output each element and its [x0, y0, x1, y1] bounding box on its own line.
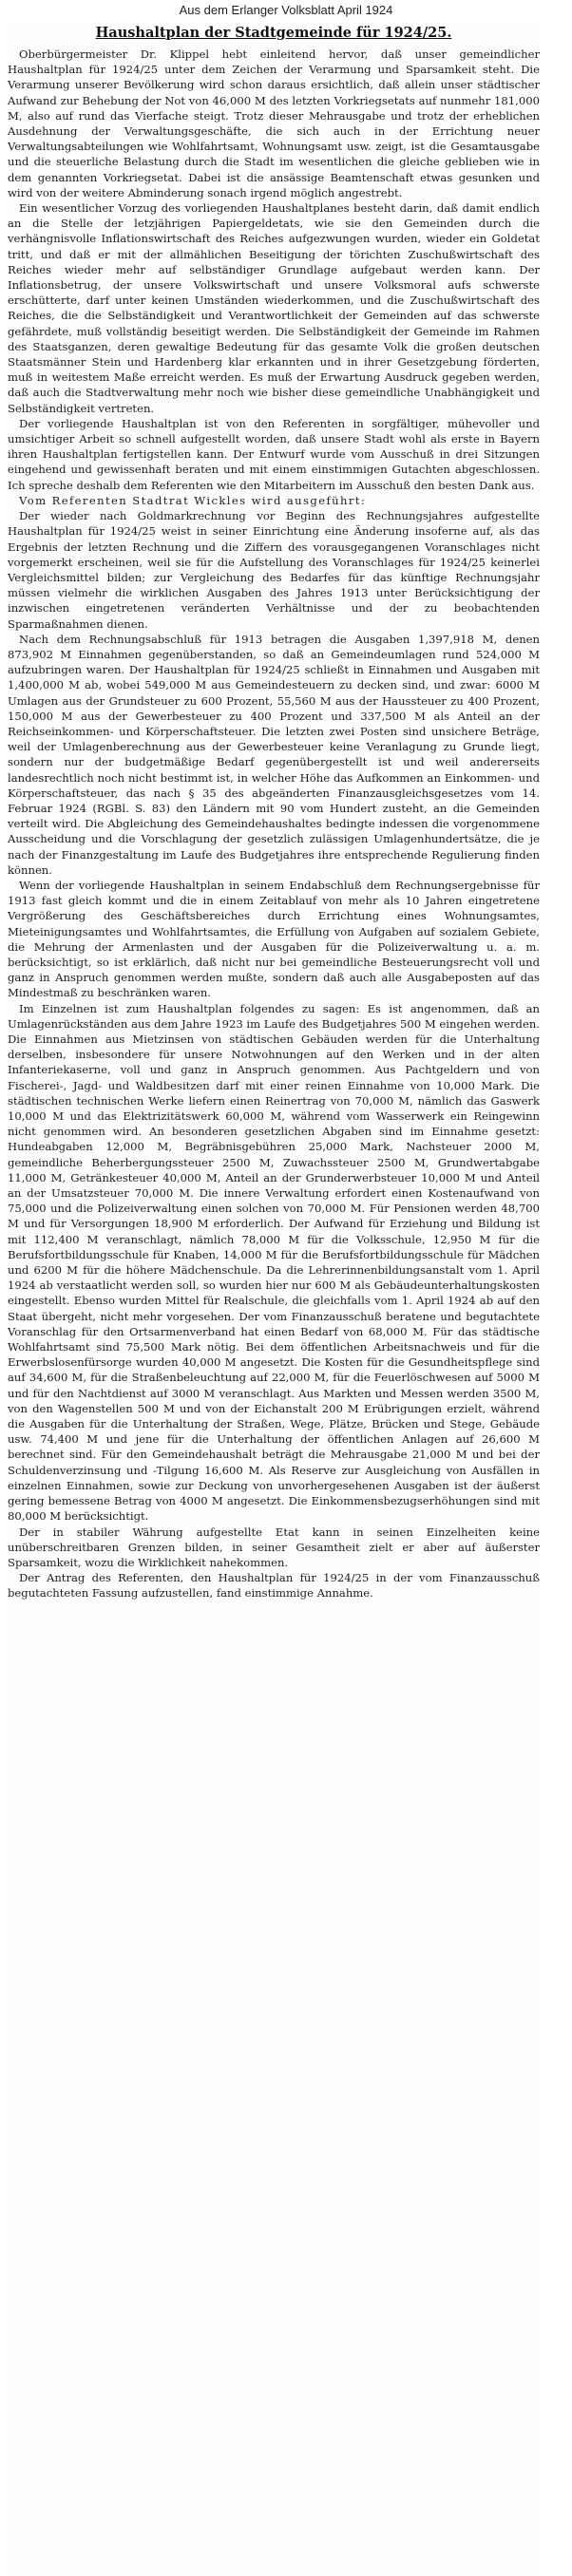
- article-paragraph: Oberbürgermeister Dr. Klippel hebt einleitend hervor, daß unser gemeindlicher Haushaltplan für 1924/25 unter dem Zeichen der Verarmung und Sparsamkeit steht. Die Verarmung unserer Bevölkerung wird schon daraus ersichtlich, daß allein unser städtischer Aufwand zur Behebung der Not von 46,000 M des letzten Vorkriegsetats auf nunmehr 181,000 M, also auf rund das Vierfache steigt. Trotz dieser Mehrausgabe und trotz der erheblichen Ausdehnung der Verwaltungsgeschäfte, die sich auch in der Errichtung neuer Verwaltungsabteilungen wie Wohlfahrtsamt, Wohnungsamt usw. zeigt, ist die Gesamtausgabe und die steuerliche Belastung durch die Stadt im wesentlichen die gleiche geblieben wie in dem genannten Vorkriegsetat. Dabei ist die ansässige Beamtenschaft etwas gesunken und wird von der weitere Abminderung sonach irgend möglich angestrebt.: [8, 47, 540, 199]
- article-paragraph: Der wieder nach Goldmarkrechnung vor Beginn des Rechnungsjahres aufgestellte Haushaltplan für 1924/25 weist in seiner Einrichtung eine Änderung insoferne auf, als das Ergebnis der letzten Rechnung und die Ziffern des vorausgegangenen Voranschlages nicht vorgemerkt erscheinen, weil sie für die Aufstellung des Voranschlages für 1924/25 keinerlei Vergleichsmittel bilden; zur Vergleichung des Bedarfes für das künftige Rechnungsjahr müssen vielmehr die wirklichen Ausgaben des Jahres 1913 unter Berücksichtigung der inzwischen eingetretenen veränderten Verhältnisse und der zu beobachtenden Sparmaßnahmen dienen.: [8, 509, 540, 631]
- article-paragraph: Ein wesentlicher Vorzug des vorliegenden Haushaltplanes besteht darin, daß damit endlich an die Stelle der letzjährigen Papiergeldetats, wie sie den Gemeinden durch die verhängnisvolle Inflationswirtschaft des Reiches aufgezwungen wurden, wieder ein Goldetat tritt, und daß er mit der allmählichen Beseitigung der törichten Zuschußwirtschaft des Reiches wieder mehr auf selbständiger Grundlage aufgebaut werden kann. Der Inflationsbetrug, der unsere Volkswirtschaft und unsere Volksmoral aufs schwerste erschütterte, darf unter keinen Umständen wiederkommen, und die Zuschußwirtschaft des Reiches, die die Selbständigkeit und Verantwortlichkeit der Gemeinden auf das schwerste gefährdete, muß vollständig beseitigt werden. Die Selbständigkeit der Gemeinde im Rahmen des Staatsganzen, deren gewaltige Bedeutung für das gesamte Volk die großen deutschen Staatsmänner Stein und Hardenberg klar erkannten und in ihrer Gesetzgebung förderten, muß in weitestem Maße erreicht werden. Es muß der Erwartung Ausdruck gegeben werden, daß auch die Stadtverwaltung mehr noch wie bisher diese gemeindliche Unabhängigkeit und Selbständigkeit vertreten.: [8, 201, 540, 415]
- article-paragraph: Der Antrag des Referenten, den Haushaltplan für 1924/25 in der vom Finanzausschuß begutachteten Fassung aufzustellen, fand einstimmige Annahme.: [8, 1571, 540, 1601]
- article-paragraph: Der in stabiler Währung aufgestellte Etat kann in seinen Einzelheiten keine unüberschreitbaren Grenzen bilden, in seiner Gesamtheit zielt er aber auf äußerster Sparsamkeit, wozu die Wirklichkeit nahekommen.: [8, 1525, 540, 1569]
- article-paragraph: Im Einzelnen ist zum Haushaltplan folgendes zu sagen: Es ist angenommen, daß an Umlagenrückständen aus dem Jahre 1923 im Laufe des Budgetjahres 500 M eingehen werden. Die Einnahmen aus Mietzinsen von städtischen Gebäuden werden für die Unterhaltung derselben, insbesondere für unsere Notwohnungen auf den Werken und in der alten Infanteriekaserne, voll und ganz in Anspruch genommen. Aus Pachtgeldern und von Fischerei-, Jagd- und Waldbesitzen darf mit einer reinen Einnahme von 10,000 Mark. Die städtischen technischen Werke liefern einen Reinertrag von 70,000 M, nämlich das Gaswerk 10,000 M und das Elektrizitätswerk 60,000 M, während vom Wasserwerk ein Reingewinn nicht genommen wird. An besonderen gesetzlichen Abgaben sind im Einnahme gesetzt: Hundeabgaben 12,000 M, Begräbnisgebühren 25,000 Mark, Nachsteuer 2000 M, gemeindliche Beherbergungssteuer 2500 M, Zuwachssteuer 2500 M, Grundwertabgabe 11,000 M, Getränkesteuer 40,000 M, Anteil an der Grunderwerbsteuer 10,000 M und Anteil an der Umsatzsteuer 70,000 M. Die innere Verwaltung erfordert einen Kostenaufwand von 75,000 und die Polizeiverwaltung einen solchen von 70,000 M. Für Pensionen werden 48,700 M und für Versorgungen 18,900 M erforderlich. Der Aufwand für Erziehung und Bildung ist mit 112,400 M veranschlagt, nämlich 78,000 M für die Volksschule, 12,950 M für die Berufsfortbildungsschule für Knaben, 14,000 M für die Berufsfortbildungsschule für Mädchen und 6200 M für die höhere Mädchenschule. Da die Lehrerinnenbildungsanstalt vom 1. April 1924 ab verstaatlicht werden soll, so wurden hier nur 600 M als Gebäudeunterhaltungskosten eingestellt. Ebenso wurden Mittel für Realschule, die gleichfalls vom 1. April 1924 ab auf den Staat übergeht, nicht mehr vorgesehen. Der vom Finanzausschuß beratene und begutachtete Voranschlag für den Ortsarmenverband hat einen Bedarf von 68,000 M. Für das städtische Wohlfahrtsamt sind 75,500 Mark nötig. Bei dem öffentlichen Arbeitsnachweis und für die Erwerbslosenfürsorge wurden 40,000 M angesetzt. Die Kosten für die Gesundheitspflege sind auf 34,600 M, für die Straßenbeleuchtung auf 22,000 M, für die Feuerlöschwesen auf 5000 M und für den Nachtdienst auf 3000 M veranschlagt. Aus Markten und Messen werden 3500 M, von den Wagenstellen 500 M und von der Eichanstalt 200 M Erübrigungen erzielt, während die Ausgaben für die Unterhaltung der Straßen, Wege, Plätze, Brücken und Stege, Gebäude usw. 74,400 M und jene für die Unterhaltung der öffentlichen Anlagen auf 26,600 M berechnet sind. Für den Gemeindehaushalt beträgt die Mehrausgabe 21,000 M und bei der Schuldenverzinsung und -Tilgung 16,600 M. Als Reserve zur Ausgleichung von Ausfällen in einzelnen Einnahmen, sowie zur Deckung von unvorhergesehenen Ausgaben ist der äußerst gering bemessene Betrag von 4000 M angesetzt. Die Einkommensbezugserhöhungen sind mit 80,000 M berücksichtigt.: [8, 1001, 540, 1524]
- article-headline: Haushaltplan der Stadtgemeinde für 1924/25.: [95, 25, 452, 41]
- article-paragraph: Wenn der vorliegende Haushaltplan in seinem Endabschluß dem Rechnungsergebnisse für 1913 fast gleich kommt und die in einem Zeitablauf von mehr als 10 Jahren eingetretene Vergrößerung des Geschäftsbereiches durch Errichtung eines Wohnungsamtes, Mieteinigungsamtes und Wohlfahrtsamtes, die Erfüllung von Aufgaben auf sozialem Gebiete, die Mehrung der Armenlasten und der Ausgaben für die Polizeiverwaltung u. a. m. berücksichtigt, so ist erklärlich, daß nicht nur bei gemeindliche Besteuerungsrecht voll und ganz in Anspruch genommen werden mußte, sondern daß auch alle Ausgabeposten auf das Mindestmaß zu beschränken waren.: [8, 878, 540, 1000]
- image-caption: Aus dem Erlanger Volksblatt April 1924: [179, 3, 393, 17]
- article-paragraph: Nach dem Rechnungsabschluß für 1913 betragen die Ausgaben 1,397,918 M, denen 873,902 M Einnahmen gegenüberstanden, so daß an Gemeindeumlagen rund 524,000 M aufzubringen waren. Der Haushaltplan für 1924/25 schließt in Einnahmen und Ausgaben mit 1,400,000 M ab, wobei 549,000 M aus Gemeindesteuern zu decken sind, und zwar: 6000 M Umlagen aus der Grundsteuer zu 600 Prozent, 55,560 M aus der Haussteuer zu 400 Prozent, 150,000 M aus der Gewerbesteuer zu 400 Prozent und 337,500 M als Anteil an der Reichseinkommen- und Körperschaftsteuer. Die letzten zwei Posten sind unsichere Beträge, weil der Umlagenberechnung aus der Gewerbesteuer keine Veranlagung zu Grunde liegt, sondern nur der budgetmäßige Bedarf gegenübergestellt ist und weil andererseits landesrechtlich noch nicht bestimmt ist, in welcher Höhe das Aufkommen an Einkommen- und Körperschaftsteuer, das nach § 35 des abgeänderten Finanzausgleichsgesetzes vom 14. Februar 1924 (RGBl. S. 83) den Ländern mit 90 vom Hundert zusteht, an die Gemeinden verteilt wird. Die Abgleichung des Gemeindehaushaltes bedingte indessen die vorgenommene Ausscheidung und die Vorschlagung der gesetzlich zulässigen Umlagenhundertsätze, die je nach der Finanzgestaltung im Laufe des Budgetjahres ihre entsprechende Regulierung finden können.: [8, 632, 540, 877]
- article-paragraph: Der vorliegende Haushaltplan ist von den Referenten in sorgfältiger, mühevoller und umsichtiger Arbeit so schnell aufgestellt worden, daß unsere Stadt wohl als erste in Bayern ihren Haushaltplan fertigstellen kann. Der Entwurf wurde vom Ausschuß in drei Sitzungen eingehend und gewissenhaft beraten und mit einem einstimmigen Gutachten abgeschlossen. Ich spreche deshalb dem Referenten wie den Mitarbeitern im Ausschuß den besten Dank aus.: [8, 416, 540, 492]
- newspaper-clipping: [8, 23, 540, 2576]
- article-paragraph: Vom Referenten Stadtrat Wickles wird ausgeführt:: [19, 493, 367, 507]
- article-body: [8, 47, 540, 1601]
